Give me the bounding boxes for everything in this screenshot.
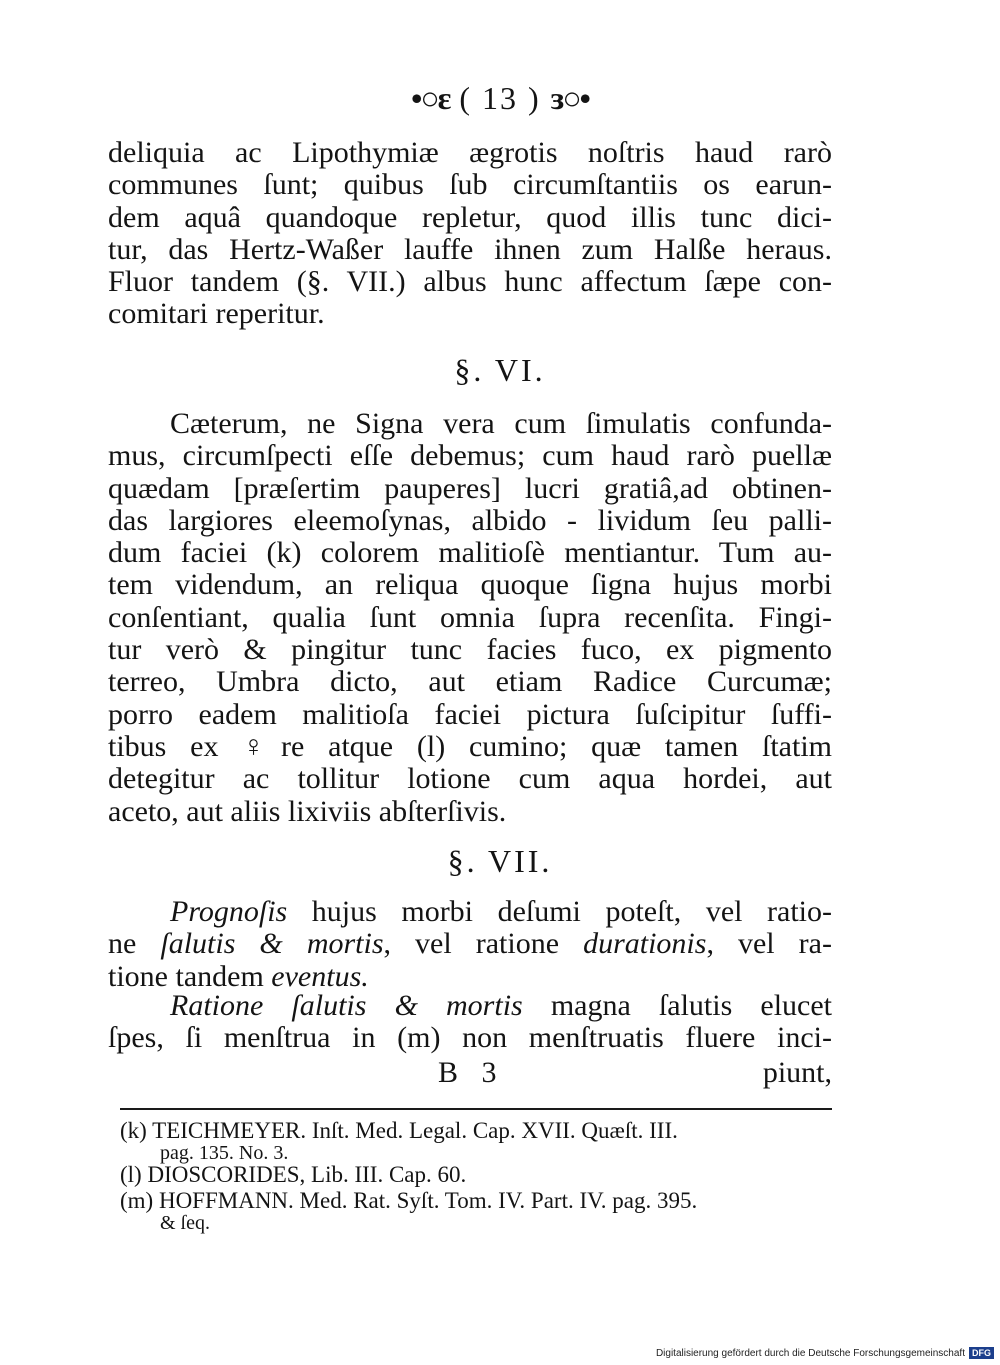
italic-term: eventus. bbox=[271, 959, 369, 993]
italic-term: ſalutis & mortis bbox=[160, 927, 384, 961]
text-line: deliquia ac Lipothymiæ ægrotis noſtris haud rarò bbox=[108, 136, 832, 169]
text-line bbox=[108, 990, 832, 1022]
text-line: ſpes, ſi menſtrua in (m) non menſtruatis fluere inci- bbox=[108, 1021, 832, 1055]
header-ornament-right: ɜ○• bbox=[550, 80, 589, 116]
text-line: Fluor tandem (§. VII.) albus hunc affectum ſæpe con- bbox=[108, 265, 832, 299]
text-line: tur verò & pingitur tunc facies fuco, ex pigmento bbox=[108, 633, 832, 667]
text-line bbox=[108, 896, 832, 928]
paragraph-1 bbox=[108, 137, 832, 331]
italic-term: Ratione ſalutis & mortis bbox=[170, 989, 523, 1022]
text-line: aceto, aut aliis lixiviis abſterſivis. bbox=[108, 794, 507, 828]
italic-term: Prognoſis bbox=[170, 895, 288, 928]
text-line: comitari reperitur. bbox=[108, 297, 325, 331]
text-run: magna ſalutis elucet bbox=[522, 989, 832, 1022]
text-line: das largiores eleemoſynas, albido - lividum ſeu palli- bbox=[108, 503, 832, 537]
footnote-m bbox=[120, 1188, 840, 1232]
paragraph-3 bbox=[108, 896, 832, 993]
footnote-text: (l) DIOSCORIDES, Lib. III. Cap. 60. bbox=[120, 1162, 467, 1187]
paragraph-4 bbox=[108, 990, 832, 1055]
text-line: mus, circumſpecti eſſe debemus; cum haud rarò puellæ bbox=[108, 439, 832, 473]
footnote-k bbox=[120, 1118, 840, 1162]
text-line: porro eadem malitioſa faciei pictura ſuſcipitur ſuffi- bbox=[108, 697, 832, 731]
footnotes bbox=[120, 1118, 840, 1232]
italic-term: durationis bbox=[583, 927, 707, 961]
text-run: , vel ratione bbox=[383, 927, 584, 961]
footnote-continuation: & ſeq. bbox=[160, 1212, 210, 1234]
section-heading-vi: §. VI. bbox=[454, 352, 546, 388]
text-line: communes ſunt; quibus ſub circumſtantiis os earun- bbox=[108, 168, 832, 202]
signature-line bbox=[108, 1056, 832, 1090]
text-run: tione tandem bbox=[108, 959, 272, 993]
signature-mark: B 3 bbox=[438, 1056, 505, 1089]
paragraph-2 bbox=[108, 408, 832, 828]
text-line: Cæterum, ne Signa vera cum ſimulatis confunda- bbox=[170, 407, 832, 440]
catchword: piunt, bbox=[762, 1056, 832, 1089]
text-line: dem aquâ quandoque repletur, quod illis tunc dici- bbox=[108, 200, 832, 234]
text-run: hujus morbi deſumi poteſt, vel ratio- bbox=[287, 895, 832, 928]
text-line: conſentiant, qualia ſunt omnia ſupra recenſita. Fingi- bbox=[108, 600, 832, 634]
page-header bbox=[0, 80, 1000, 117]
dfg-logo: DFG bbox=[969, 1347, 994, 1359]
text-line: dum faciei (k) colorem malitioſè mentiantur. Tum au- bbox=[108, 536, 832, 570]
text-line: quædam [præſertim pauperes] lucri gratiâ,ad obtinen- bbox=[108, 471, 832, 505]
text-line bbox=[108, 928, 832, 960]
footnote-text: (m) HOFFMANN. Med. Rat. Syſt. Tom. IV. Part. IV. pag. 395. bbox=[120, 1188, 698, 1213]
footnote-divider bbox=[120, 1108, 832, 1110]
text-line: tur, das Hertz-Waßer lauffe ihnen zum Halße heraus. bbox=[108, 232, 832, 266]
text-line: terreo, Umbra dicto, aut etiam Radice Curcumæ; bbox=[108, 665, 832, 699]
digitization-credit bbox=[656, 1347, 994, 1359]
footnote-text: (k) TEICHMEYER. Inſt. Med. Legal. Cap. XVII. Quæſt. III. bbox=[120, 1118, 678, 1143]
text-line: tibus ex ♀re atque (l) cumino; quæ tamen ſtatim bbox=[108, 729, 832, 763]
footnote-continuation: pag. 135. No. 3. bbox=[160, 1142, 289, 1164]
header-ornament-left: •○ɛ bbox=[411, 80, 450, 116]
text-run: , vel ra- bbox=[706, 927, 832, 961]
text-line: tem videndum, an reliqua quoque ſigna hujus morbi bbox=[108, 568, 832, 602]
credit-text: Digitalisierung gefördert durch die Deutsche Forschungsgemeinschaft bbox=[655, 1347, 965, 1359]
text-run: ne bbox=[108, 927, 161, 961]
page-number: ( 13 ) bbox=[459, 80, 541, 116]
footnote-l bbox=[120, 1162, 840, 1188]
section-heading-vii: §. VII. bbox=[447, 843, 553, 879]
text-line: detegitur ac tollitur lotione cum aqua hordei, aut bbox=[108, 762, 832, 796]
